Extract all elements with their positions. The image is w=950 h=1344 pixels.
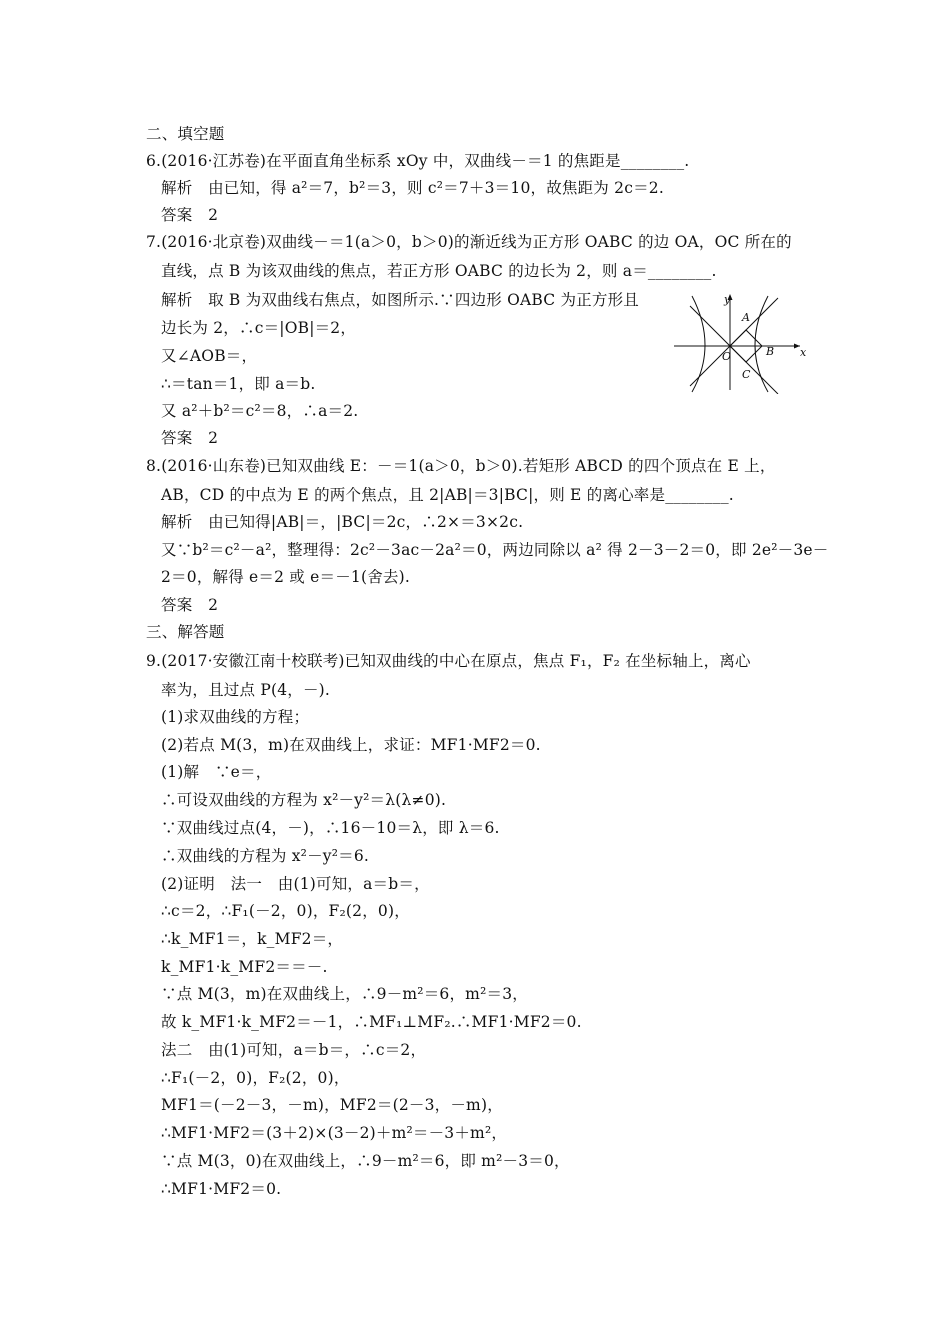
q9-proof-line6: 故 k_MF1·k_MF2＝－1，∴MF₁⊥MF₂.∴MF1·MF2＝0.: [161, 1013, 582, 1031]
q9-proof-line1: (2)证明 法一 由(1)可知，a＝b＝，: [161, 875, 430, 893]
q9-method2-line2: ∴F₁(－2，0)，F₂(2，0)，: [161, 1069, 350, 1087]
q8-answer: 答案 2: [161, 596, 219, 614]
q9-method2-line4: ∴MF1·MF2＝(3＋2)×(3－2)＋m²＝－3＋m²，: [161, 1124, 508, 1142]
q9-proof-line5: ∵点 M(3，m)在双曲线上，∴9－m²＝6，m²＝3，: [161, 985, 528, 1003]
question-9-line1: 9.(2017·安徽江南十校联考)已知双曲线的中心在原点，焦点 F₁，F₂ 在坐标轴上，离心: [146, 652, 751, 670]
q9-sol-line1: (1)解 ∵e＝，: [161, 763, 272, 781]
q9-method2-line6: ∴MF1·MF2＝0.: [161, 1180, 282, 1198]
q6-answer: 答案 2: [161, 206, 219, 224]
q7-analysis-line1: 解析 取 B 为双曲线右焦点，如图所示.∵四边形 OABC 为正方形且: [161, 291, 639, 309]
q9-method2-line3: MF1＝(－2－3，－m)，MF2＝(2－3，－m)，: [161, 1096, 503, 1114]
q9-proof-line2: ∴c＝2，∴F₁(－2，0)，F₂(2，0)，: [161, 902, 410, 920]
q7-analysis-line5: 又 a²＋b²＝c²＝8，∴a＝2.: [161, 402, 359, 420]
question-7-line1: 7.(2016·北京卷)双曲线－＝1(a＞0，b＞0)的渐近线为正方形 OABC 的边 OA，OC 所在的: [146, 233, 792, 251]
question-7-line2: 直线，点 B 为该双曲线的焦点，若正方形 OABC 的边长为 2，则 a＝________.: [161, 262, 717, 280]
x-axis-label: x: [800, 346, 807, 359]
question-9-line2: 率为，且过点 P(4，－).: [161, 681, 331, 699]
q8-analysis-line1: 解析 由已知得|AB|＝，|BC|＝2c，∴2×＝3×2c.: [161, 513, 524, 531]
question-8-line1: 8.(2016·山东卷)已知双曲线 E：－＝1(a＞0，b＞0).若矩形 ABCD 的四个顶点在 E 上，: [146, 457, 776, 475]
q7-analysis-line4: ∴＝tan＝1，即 a＝b.: [161, 375, 316, 393]
q9-part2: (2)若点 M(3，m)在双曲线上，求证：MF1·MF2＝0.: [161, 736, 541, 754]
hyperbola-figure: [672, 290, 812, 394]
point-b-label: B: [766, 345, 775, 358]
y-axis-label: y: [724, 293, 731, 306]
origin-label: O: [722, 350, 732, 363]
question-6: 6.(2016·江苏卷)在平面直角坐标系 xOy 中，双曲线－＝1 的焦距是________.: [146, 152, 690, 170]
point-c-label: C: [742, 368, 751, 381]
q9-part1: (1)求双曲线的方程；: [161, 708, 310, 726]
question-8-line2: AB，CD 的中点为 E 的两个焦点，且 2|AB|＝3|BC|，则 E 的离心率是________.: [161, 486, 734, 504]
q6-analysis: 解析 由已知，得 a²＝7，b²＝3，则 c²＝7＋3＝10，故焦距为 2c＝2.: [161, 179, 664, 197]
q9-sol-line4: ∴双曲线的方程为 x²－y²＝6.: [161, 847, 370, 865]
section-heading-solve: 三、解答题: [146, 623, 225, 641]
q9-sol-line3: ∵双曲线过点(4，－)，∴16－10＝λ，即 λ＝6.: [161, 819, 500, 837]
section-heading-fill-in: 二、填空题: [146, 125, 225, 143]
q9-method2-line5: ∵点 M(3，0)在双曲线上，∴9－m²＝6，即 m²－3＝0，: [161, 1152, 570, 1170]
point-a-label: A: [742, 311, 750, 324]
q8-analysis-line3: 2＝0，解得 e＝2 或 e＝－1(舍去).: [161, 568, 410, 586]
q7-analysis-line3: 又∠AOB＝，: [161, 347, 258, 365]
q9-proof-line3: ∴k_MF1＝，k_MF2＝，: [161, 930, 344, 948]
hyperbola-diagram: [672, 290, 812, 394]
q7-answer: 答案 2: [161, 429, 219, 447]
q9-method2-line1: 法二 由(1)可知，a＝b＝，∴c＝2，: [161, 1041, 427, 1059]
q8-analysis-line2: 又∵b²＝c²－a²，整理得：2c²－3ac－2a²＝0，两边同除以 a² 得 2－3－2＝0，即 2e²－3e－: [161, 541, 829, 559]
q9-sol-line2: ∴可设双曲线的方程为 x²－y²＝λ(λ≠0).: [161, 791, 447, 809]
q9-proof-line4: k_MF1·k_MF2＝＝－.: [161, 958, 328, 976]
q7-analysis-line2: 边长为 2，∴c＝|OB|＝2，: [161, 319, 357, 337]
